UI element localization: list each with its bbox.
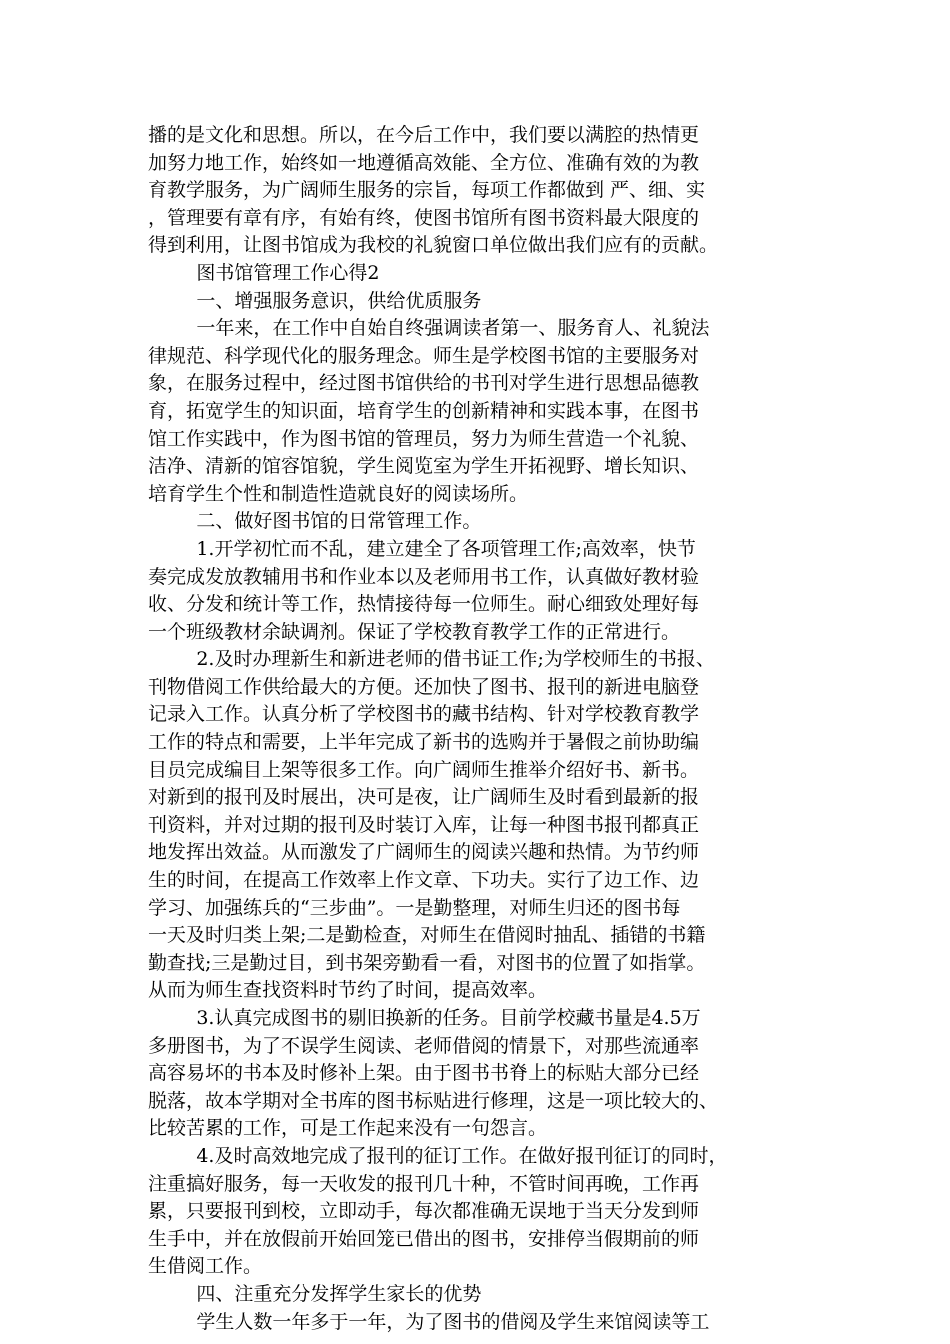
- text-line: 生手中，并在放假前开始回笼已借出的图书，安排停当假期前的师: [148, 1227, 700, 1250]
- text-line: 对新到的报刊及时展出，决可是夜，让广阔师生及时看到最新的报: [148, 786, 700, 809]
- text-line: 脱落，故本学期对全书库的图书标贴进行修理，这是一项比较大的、: [148, 1089, 719, 1112]
- text-line: 勤查找;三是勤过目，到书架旁勤看一看，对图书的位置了如指掌。: [148, 951, 706, 974]
- text-line: 2.及时办理新生和新进老师的借书证工作;为学校师生的书报、: [148, 648, 715, 671]
- text-line: 记录入工作。认真分析了学校图书的藏书结构、针对学校教育教学: [148, 703, 700, 726]
- text-line: 累，只要报刊到校，立即动手，每次都准确无误地于当天分发到师: [148, 1200, 700, 1223]
- document-body: [148, 122, 808, 1336]
- text-line: 3.认真完成图书的剔旧换新的任务。目前学校藏书量是4.5万: [148, 1007, 701, 1029]
- text-line: 育教学服务，为广阔师生服务的宗旨，每项工作都做到 严、细、实: [148, 179, 706, 202]
- text-line: 从而为师生查找资料时节约了时间，提高效率。: [148, 979, 548, 1002]
- text-line: 多册图书，为了不误学生阅读、老师借阅的情景下，对那些流通率: [148, 1034, 700, 1057]
- text-line: 学生人数一年多于一年，为了图书的借阅及学生来馆阅读等工: [148, 1310, 710, 1333]
- text-line: 培育学生个性和制造性造就良好的阅读场所。: [148, 482, 529, 505]
- text-line: 注重搞好服务，每一天收发的报刊几十种，不管时间再晚，工作再: [148, 1172, 700, 1195]
- text-line: 洁净、清新的馆容馆貌，学生阅览室为学生开拓视野、增长知识、: [148, 455, 700, 478]
- section-title: 图书馆管理工作心得2: [148, 261, 380, 284]
- text-line: ，管理要有章有序，有始有终，使图书馆所有图书资料最大限度的: [148, 206, 700, 229]
- section-heading: 四、注重充分发挥学生家长的优势: [148, 1282, 482, 1305]
- text-line: 比较苦累的工作，可是工作起来没有一句怨言。: [148, 1117, 548, 1140]
- text-line: 目员完成编目上架等很多工作。向广阔师生推举介绍好书、新书。: [148, 758, 700, 781]
- text-line: 高容易坏的书本及时修补上架。由于图书书脊上的标贴大部分已经: [148, 1062, 700, 1085]
- text-line: 象，在服务过程中，经过图书馆供给的书刊对学生进行思想品德教: [148, 372, 700, 395]
- text-line: 馆工作实践中，作为图书馆的管理员，努力为师生营造一个礼貌、: [148, 427, 700, 450]
- text-line: 收、分发和统计等工作，热情接待每一位师生。耐心细致处理好每: [148, 593, 700, 616]
- text-line: 播的是文化和思想。所以，在今后工作中，我们要以满腔的热情更: [148, 124, 700, 146]
- section-heading: 一、增强服务意识，供给优质服务: [148, 289, 482, 312]
- text-line: 4.及时高效地完成了报刊的征订工作。在做好报刊征订的同时，: [148, 1144, 728, 1167]
- text-line: 学习、加强练兵的“三步曲”。一是勤整理，对师生归还的图书每: [148, 896, 681, 919]
- text-line: 1.开学初忙而不乱，建立建全了各项管理工作;高效率，快节: [148, 537, 696, 560]
- text-line: 律规范、科学现代化的服务理念。师生是学校图书馆的主要服务对: [148, 344, 700, 367]
- text-line: 加努力地工作，始终如一地遵循高效能、全方位、准确有效的为教: [148, 151, 700, 174]
- text-line: 一年来，在工作中自始自终强调读者第一、服务育人、礼貌法: [148, 317, 710, 340]
- text-line: 生的时间，在提高工作效率上作文章、下功夫。实行了边工作、边: [148, 869, 700, 892]
- text-line: 得到利用，让图书馆成为我校的礼貌窗口单位做出我们应有的贡献。: [148, 234, 719, 257]
- text-line: 一个班级教材余缺调剂。保证了学校教育教学工作的正常进行。: [148, 620, 681, 643]
- text-line: 一天及时归类上架;二是勤检查，对师生在借阅时抽乱、插错的书籍: [148, 924, 706, 947]
- section-heading: 二、做好图书馆的日常管理工作。: [148, 510, 482, 533]
- text-line: 奏完成发放教辅用书和作业本以及老师用书工作，认真做好教材验: [148, 565, 700, 588]
- text-line: 地发挥出效益。从而激发了广阔师生的阅读兴趣和热情。为节约师: [148, 841, 700, 864]
- text-line: 生借阅工作。: [148, 1255, 263, 1278]
- text-line: 工作的特点和需要，上半年完成了新书的选购并于暑假之前协助编: [148, 731, 700, 754]
- text-line: 育，拓宽学生的知识面，培育学生的创新精神和实践本事，在图书: [148, 399, 700, 422]
- text-line: 刊资料，并对过期的报刊及时装订入库，让每一种图书报刊都真正: [148, 813, 700, 836]
- text-line: 刊物借阅工作供给最大的方便。还加快了图书、报刊的新进电脑登: [148, 675, 700, 698]
